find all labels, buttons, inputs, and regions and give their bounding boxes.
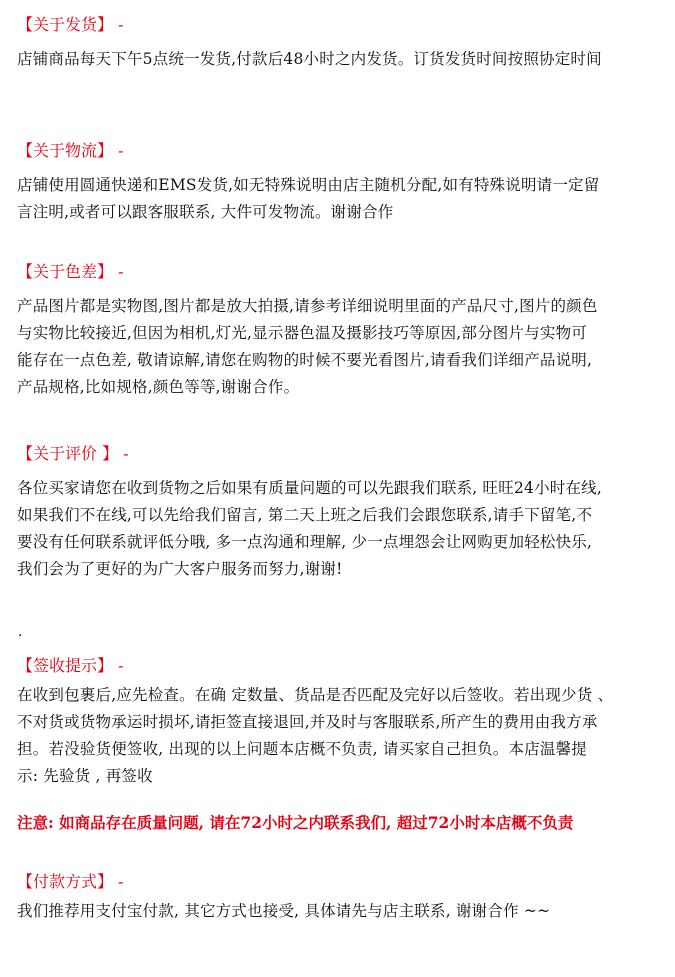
section-title: 【签收提示】	[17, 656, 114, 675]
section-shipping	[17, 15, 667, 73]
section-body	[17, 46, 667, 73]
section-body	[17, 172, 667, 226]
body-line: 产品图片都是实物图,图片都是放大拍摄,请参考详细说明里面的产品尺寸,图片的颜色	[17, 297, 598, 315]
quality-notice: 注意: 如商品存在质量问题, 请在72小时之内联系我们, 超过72小时本店概不负责	[17, 813, 574, 832]
section-dash: -	[118, 141, 124, 160]
section-title: 【关于发货】	[17, 15, 114, 34]
section-body	[17, 475, 667, 583]
section-title: 【关于评价 】	[17, 444, 119, 463]
section-payment	[17, 872, 667, 925]
body-line: 与实物比较接近,但因为相机,灯光,显示器色温及摄影技巧等原因,部分图片与实物可	[17, 324, 588, 342]
body-line: 我们会为了更好的为广大客户服务而努力,谢谢!	[17, 560, 343, 578]
body-line: 不对货或货物承运时损坏,请拒签直接退回,并及时与客服联系,所产生的费用由我方承	[17, 713, 598, 731]
section-dash: -	[118, 15, 124, 34]
body-line: 我们推荐用支付宝付款, 其它方式也接受, 具体请先与店主联系, 谢谢合作 ~~	[17, 902, 551, 920]
body-line: 产品规格,比如规格,颜色等等,谢谢合作。	[17, 378, 300, 396]
section-dash: -	[118, 656, 124, 675]
section-dash: -	[123, 444, 129, 463]
section-body	[17, 898, 667, 925]
body-line: 店铺商品每天下午5点统一发货,付款后48小时之内发货。订货发货时间按照协定时间	[17, 50, 602, 68]
section-heading	[17, 15, 667, 37]
body-line: 要没有任何联系就评低分哦, 多一点沟通和理解, 少一点埋怨会让网购更加轻松快乐,	[17, 533, 593, 551]
section-title: 【付款方式】	[17, 872, 114, 891]
section-heading	[17, 141, 667, 163]
section-heading	[17, 444, 667, 466]
section-body	[17, 293, 667, 401]
section-heading	[17, 262, 667, 284]
section-title: 【关于物流】	[17, 141, 114, 160]
body-line: 店铺使用圆通快递和EMS发货,如无特殊说明由店主随机分配,如有特殊说明请一定留	[17, 176, 600, 194]
body-line: 言注明,或者可以跟客服联系, 大件可发物流。谢谢合作	[17, 203, 394, 221]
body-line: 各位买家请您在收到货物之后如果有质量问题的可以先跟我们联系, 旺旺24小时在线,	[17, 479, 603, 497]
body-line: 能存在一点色差, 敬请谅解,请您在购物的时候不要光看图片,请看我们详细产品说明,	[17, 351, 593, 369]
body-line: 如果我们不在线,可以先给我们留言, 第二天上班之后我们会跟您联系,请手下留笔,不	[17, 506, 593, 524]
section-heading	[17, 872, 667, 894]
section-receipt-tips	[17, 656, 667, 790]
section-logistics	[17, 141, 667, 226]
section-title: 【关于色差】	[17, 262, 114, 281]
body-line: 在收到包裹后,应先检查。在确 定数量、货品是否匹配及完好以后签收。若出现少货 、	[17, 686, 614, 704]
section-dash: -	[118, 872, 124, 891]
body-line: 担。若没验货便签收, 出现的以上问题本店概不负责, 请买家自己担负。本店温馨提	[17, 740, 588, 758]
section-body	[17, 682, 667, 790]
section-color-difference	[17, 262, 667, 401]
section-reviews	[17, 444, 667, 583]
section-dash: -	[118, 262, 124, 281]
stray-dot: .	[18, 624, 23, 640]
body-line: 示: 先验货 , 再签收	[17, 767, 153, 785]
section-heading	[17, 656, 667, 678]
